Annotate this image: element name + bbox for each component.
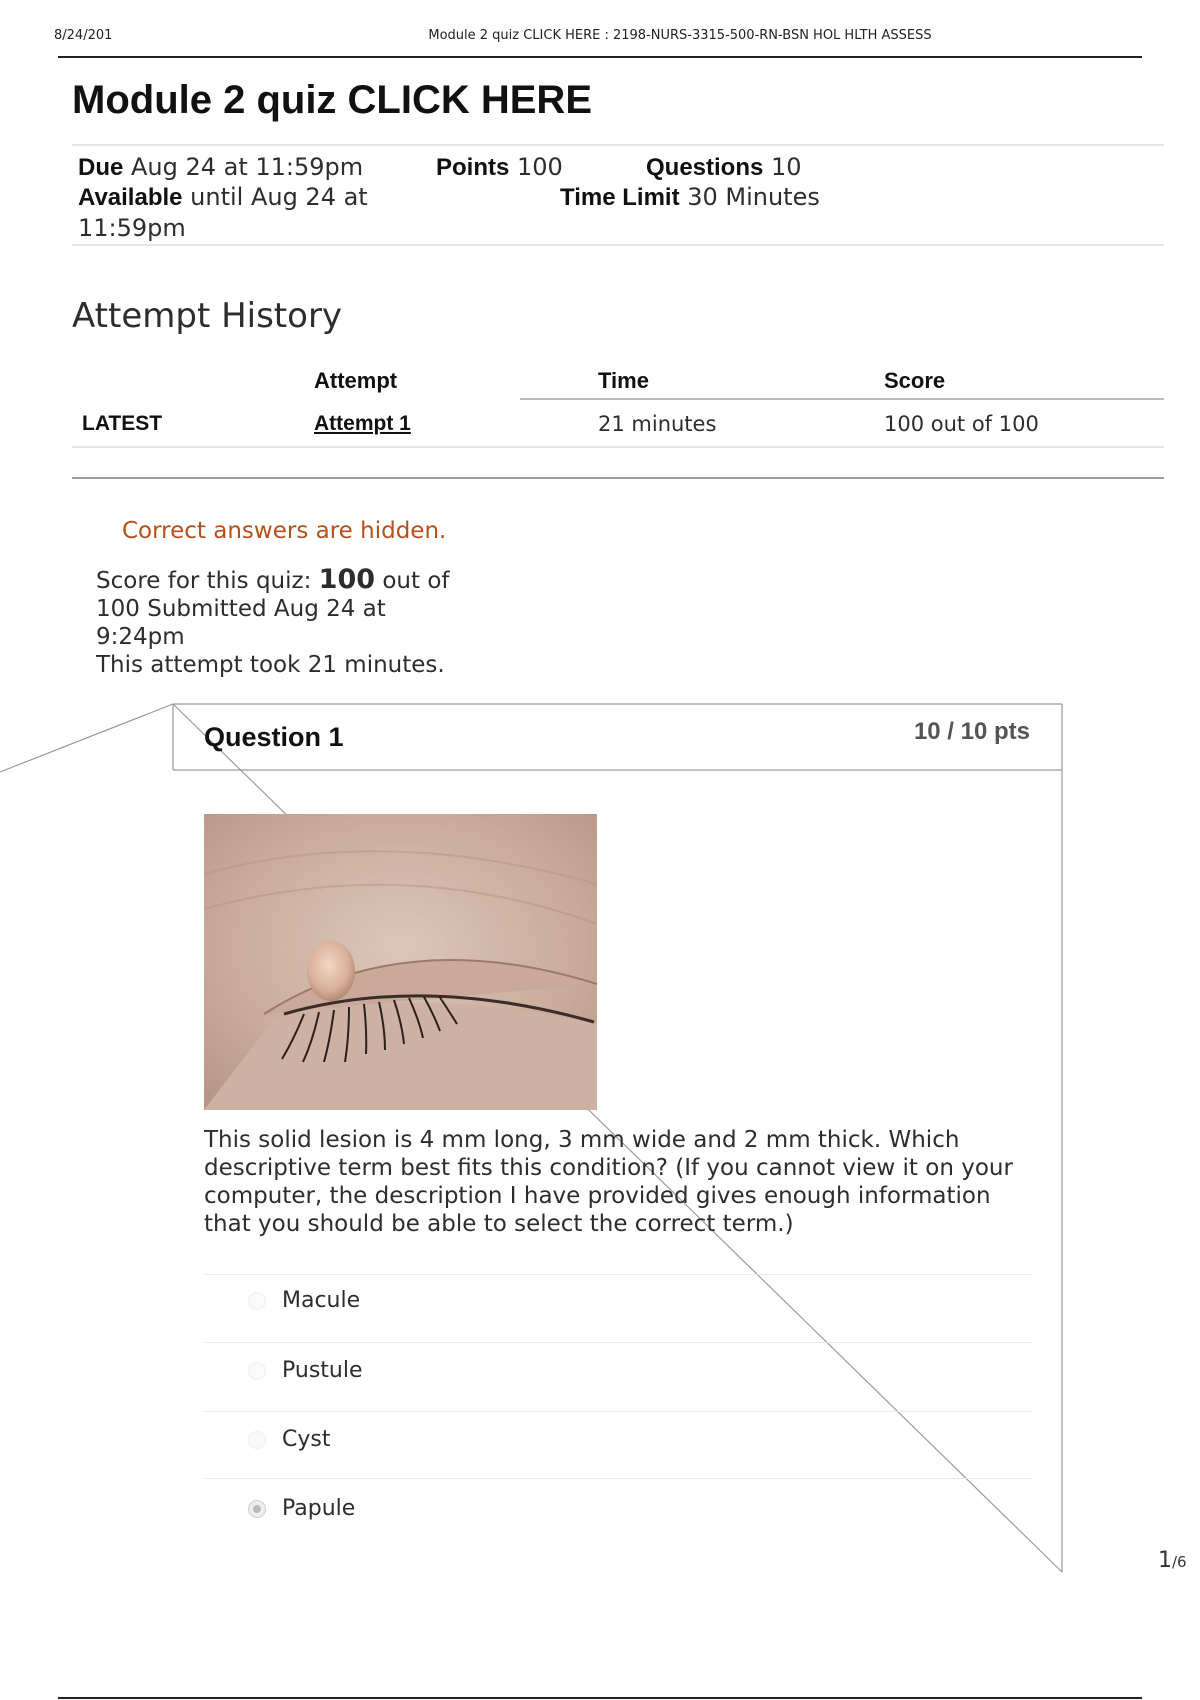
print-date: 8/24/201 xyxy=(54,28,113,43)
submitted-time: Submitted Aug 24 at 9:24pm xyxy=(96,596,386,650)
option-label: Macule xyxy=(282,1288,361,1313)
attempt-time: 21 minutes xyxy=(598,412,717,436)
attempt-history-title: Attempt History xyxy=(72,296,343,336)
footer-divider xyxy=(58,1697,1142,1699)
points-label: Points xyxy=(436,154,510,181)
column-header-attempt: Attempt xyxy=(314,368,398,393)
question-title: Question 1 xyxy=(204,722,344,752)
time-limit-label: Time Limit xyxy=(560,184,680,211)
option-divider xyxy=(204,1274,1032,1275)
answer-option-papule[interactable] xyxy=(204,1484,1032,1544)
radio-button[interactable] xyxy=(248,1362,266,1380)
page-total: /6 xyxy=(1172,1553,1187,1571)
option-label: Papule xyxy=(282,1496,356,1521)
answers-hidden-notice: Correct answers are hidden. xyxy=(122,518,447,544)
option-label: Pustule xyxy=(282,1358,363,1383)
radio-button[interactable] xyxy=(248,1292,266,1310)
page-current: 1 xyxy=(1158,1548,1172,1573)
available-value: until Aug 24 at 11:59pm xyxy=(78,183,368,242)
radio-button-selected[interactable] xyxy=(248,1500,266,1518)
latest-tag: LATEST xyxy=(82,412,163,435)
questions-label: Questions xyxy=(646,154,764,181)
answer-option-cyst[interactable] xyxy=(204,1415,1032,1475)
questions-value: 10 xyxy=(771,153,802,181)
score-value: 100 xyxy=(318,564,376,595)
question-points: 10 / 10 pts xyxy=(913,718,1030,745)
answer-option-macule[interactable] xyxy=(204,1276,1032,1336)
radio-button[interactable] xyxy=(248,1431,266,1449)
column-header-time: Time xyxy=(598,368,649,393)
page-title: Module 2 quiz CLICK HERE xyxy=(72,78,592,122)
eyelid-lesion-photo xyxy=(204,814,597,1110)
page-number xyxy=(1158,1548,1187,1573)
option-divider xyxy=(204,1411,1032,1412)
due-label: Due xyxy=(78,154,124,181)
question-text: This solid lesion is 4 mm long, 3 mm wide and 2 mm thick. Which descriptive term best fits this condition? (If you cannot view it on your computer, the description I have provided gives enough information that you should be able to select the correct term.) xyxy=(204,1127,1013,1237)
available-label: Available xyxy=(78,184,183,211)
option-divider xyxy=(204,1478,1032,1479)
attempt-score: 100 out of 100 xyxy=(884,412,1039,436)
attempt-link[interactable]: Attempt 1 xyxy=(314,412,411,435)
time-limit-value: 30 Minutes xyxy=(687,183,820,211)
option-label: Cyst xyxy=(282,1427,331,1452)
option-divider xyxy=(204,1342,1032,1343)
answer-option-pustule[interactable] xyxy=(204,1346,1032,1406)
column-header-score: Score xyxy=(884,368,946,393)
print-header-title: Module 2 quiz CLICK HERE : 2198-NURS-3315-500-RN-BSN HOL HLTH ASSESS xyxy=(428,28,932,43)
attempt-duration: This attempt took 21 minutes. xyxy=(96,652,445,678)
score-suffix: out of 100 xyxy=(96,568,450,622)
score-prefix: Score for this quiz: xyxy=(96,568,312,594)
due-value: Aug 24 at 11:59pm xyxy=(130,153,364,181)
points-value: 100 xyxy=(516,153,563,181)
